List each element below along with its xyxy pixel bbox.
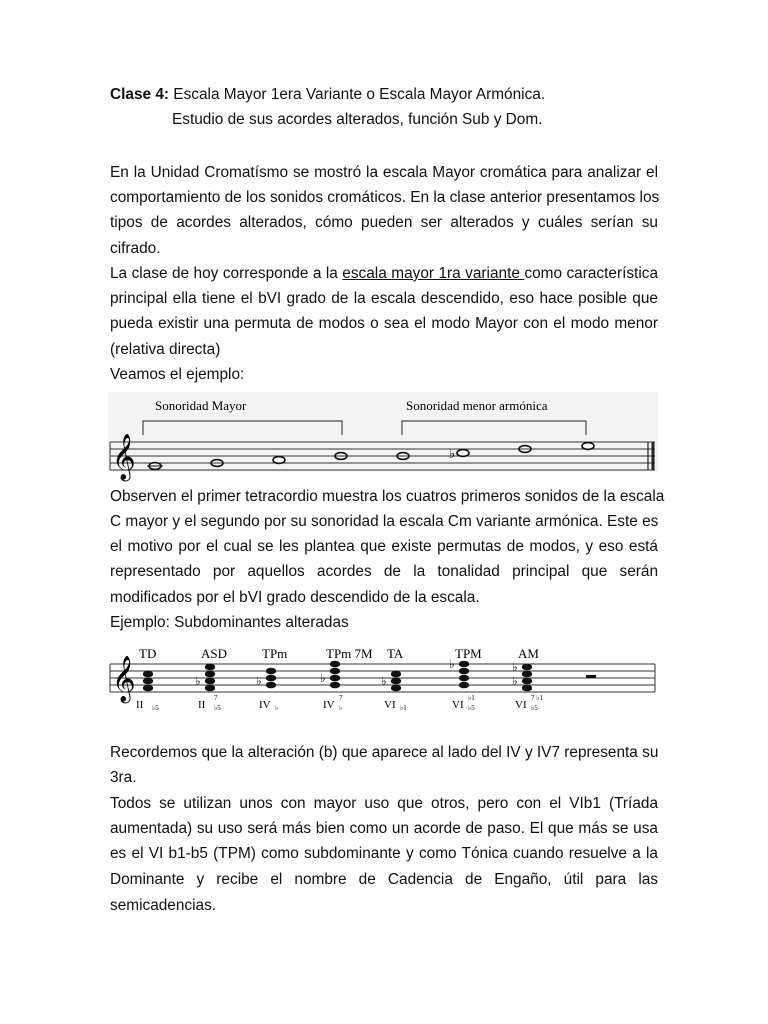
para2-text: como característica [524, 265, 659, 282]
flat-icon: ♭ [256, 674, 262, 688]
notehead [143, 671, 153, 678]
para3-line-5: modificados por el bVI grado descendido de la escala. [110, 589, 480, 606]
chord-degree-superscript: 7 [339, 694, 343, 702]
para1-line-1: En la Unidad Cromatísmo se mostró la escala Mayor cromática para analizar el [110, 164, 658, 181]
notehead [391, 671, 401, 678]
flat-icon: ♭ [320, 671, 326, 685]
chord-function-label: TPm [262, 646, 288, 661]
chord-degree-label: VI [384, 699, 396, 711]
chord-degree-label: IV [259, 699, 271, 711]
notehead [459, 661, 469, 668]
para1-line-2: comportamiento de los sonidos cromáticos. En la clase anterior presentamos los [110, 189, 660, 206]
para4-line-7: semicadencias. [110, 897, 217, 914]
chord-degree-label: VI [515, 699, 527, 711]
para4-line-5: es el VI b1-b5 (TPM) como subdominante y como Tónica cuando resuelve a la [110, 845, 658, 862]
notehead [522, 671, 532, 678]
notehead [143, 678, 153, 685]
flat-icon: ♭ [449, 446, 456, 461]
notehead [266, 682, 276, 689]
chord-function-label: ASD [201, 646, 228, 661]
whole-rest-icon [586, 675, 596, 678]
para3-line-4: representado por aquellos acordes de la tonalidad principal que serán [110, 563, 658, 580]
chord [381, 671, 401, 692]
chord-function-label: TA [387, 646, 404, 661]
chord-degree-subscript: ♭5 [468, 704, 475, 712]
chord-degree-superscript: ♭1 [468, 694, 475, 702]
heading-subtitle: Estudio de sus acordes alterados, función Sub y Dom. [172, 111, 543, 128]
chord [320, 661, 340, 689]
para4-line-3: Todos se utilizan unos con mayor uso que otros, pero con el VIb1 (Tríada [110, 795, 658, 812]
chord-degree-subscript: ♭5 [531, 704, 538, 712]
chord [512, 660, 532, 691]
notehead [205, 685, 215, 692]
chord-degree-subscript: ♭5 [214, 704, 221, 712]
notehead [522, 685, 532, 692]
chords [143, 657, 532, 691]
chord-degree-subscript: ♭ [339, 704, 343, 712]
harmonic-minor-sonority-label: Sonoridad menor armónica [406, 398, 548, 413]
flat-icon: ♭ [195, 674, 201, 688]
chord-degree-subscript: ♭5 [152, 704, 159, 712]
notehead [391, 685, 401, 692]
notehead [330, 661, 340, 668]
chord-degree-subscript: ♭1 [400, 704, 407, 712]
para3-line-2: C mayor y el segundo por su sonoridad la escala Cm variante armónica. Este es [110, 513, 659, 530]
chord-degree-label: VI [452, 699, 464, 711]
chord-function-label: AM [518, 646, 539, 661]
notehead [391, 678, 401, 685]
notehead [266, 668, 276, 675]
notehead [522, 678, 532, 685]
notehead [205, 671, 215, 678]
para2-text: La clase de hoy corresponde a la [110, 265, 343, 282]
chord-degree-superscript: 7 ♭1 [531, 694, 544, 702]
notehead [330, 675, 340, 682]
treble-clef-icon: 𝄞 [112, 434, 136, 480]
para2-line-5: Veamos el ejemplo: [110, 366, 245, 383]
heading-title: Escala Mayor 1era Variante o Escala Mayor Armónica. [169, 86, 546, 103]
para2-line-4: (relativa directa) [110, 341, 221, 358]
para1-line-3: tipos de acordes alterados, cómo pueden ser alterados y cuáles serían su [110, 214, 658, 231]
para1-line-4: cifrado. [110, 240, 161, 257]
flat-icon: ♭ [449, 657, 455, 671]
para2-line-3: pueda existir una permuta de modos o sea el modo Mayor con el modo menor [110, 315, 658, 332]
chord-function-label: TPm 7M [326, 646, 373, 661]
chord-degree-label: IV [323, 699, 335, 711]
flat-icon: ♭ [512, 660, 518, 674]
treble-clef-icon: 𝄞 [112, 656, 136, 702]
heading-label: Clase 4: [110, 86, 170, 103]
chord-function-label: TD [139, 646, 157, 661]
para4-line-2: 3ra. [110, 769, 137, 786]
notehead [330, 668, 340, 675]
para3-line-6: Ejemplo: Subdominantes alteradas [110, 614, 349, 631]
notehead [459, 682, 469, 689]
scale-variant-term: escala mayor 1ra variante [342, 265, 525, 282]
para4-line-4: aumentada) su uso será más bien como un acorde de paso. El que más se usa [110, 820, 658, 837]
chord-degree-subscript: ♭ [275, 704, 279, 712]
notehead [330, 682, 340, 689]
notehead [205, 678, 215, 685]
chord-degree-superscript: 7 [214, 694, 218, 702]
chord [449, 657, 469, 688]
notehead [459, 668, 469, 675]
para3-line-3: el motivo por el cual se les plantea que existe permutas de modos, y eso está [110, 538, 658, 555]
chord-degree-label: II [198, 699, 206, 711]
para3-line-1: Observen el primer tetracordio muestra los cuatros primeros sonidos de la escala [110, 488, 665, 505]
chord [143, 671, 153, 692]
major-sonority-label: Sonoridad Mayor [155, 398, 247, 413]
notehead [143, 685, 153, 692]
chord-function-label: TPM [455, 646, 482, 661]
flat-icon: ♭ [512, 674, 518, 688]
notehead [522, 664, 532, 671]
notehead [459, 675, 469, 682]
notehead [266, 675, 276, 682]
chord-degree-label: II [136, 699, 144, 711]
notehead [205, 664, 215, 671]
para4-line-1: Recordemos que la alteración (b) que aparece al lado del IV y IV7 representa su [110, 744, 659, 761]
chord-top-labels [139, 646, 539, 661]
flat-icon: ♭ [381, 674, 387, 688]
chord-bottom-labels [136, 694, 544, 712]
para2-line-2: principal ella tiene el bVI grado de la escala descendido, eso hace posible que [110, 290, 658, 307]
para4-line-6: Dominante y recibe el nombre de Cadencia de Engaño, útil para las [110, 871, 658, 888]
